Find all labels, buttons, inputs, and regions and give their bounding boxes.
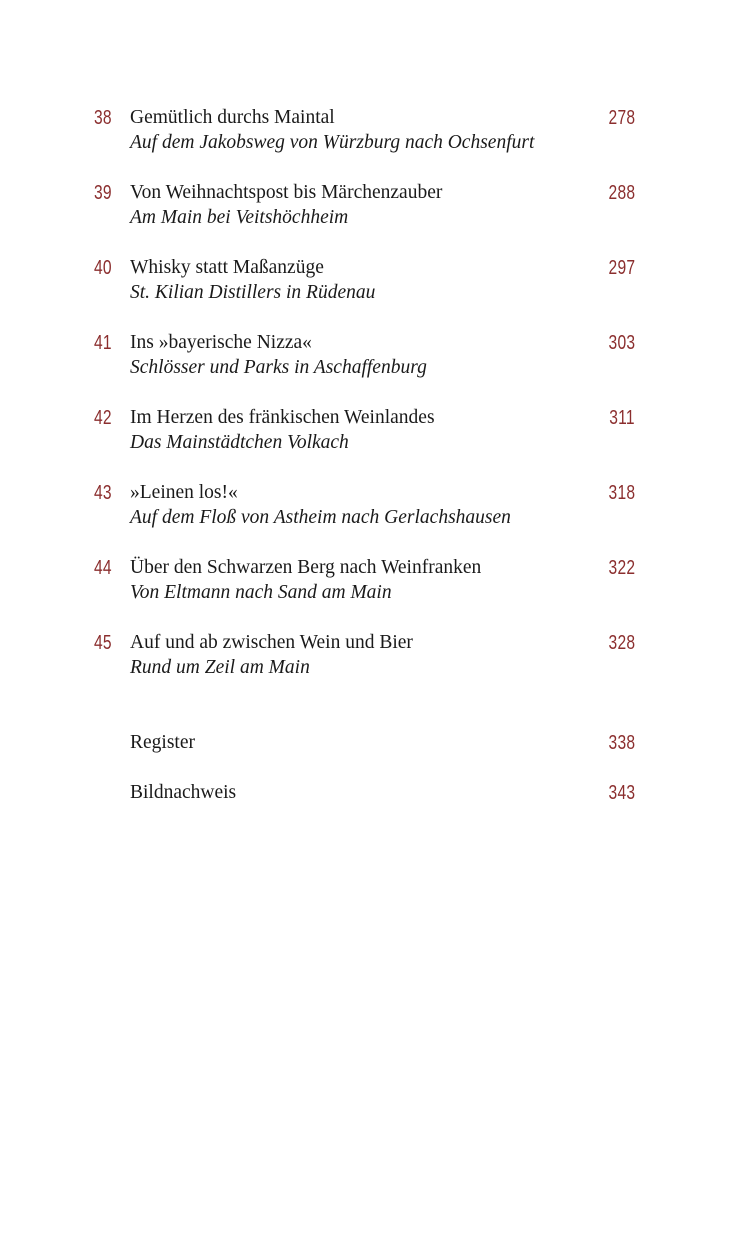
page-number: 338: [608, 732, 635, 754]
page-number: 278: [608, 107, 635, 129]
page-number: 318: [608, 482, 635, 504]
toc-entry-42: [0, 405, 732, 465]
chapter-title: Von Weihnachtspost bis Märchenzauber: [130, 182, 443, 203]
toc-entry-43: [0, 480, 732, 540]
page-number: 288: [608, 182, 635, 204]
appendix-title: Bildnachweis: [130, 782, 237, 803]
chapter-number: 42: [94, 407, 112, 429]
page-number: 343: [608, 782, 635, 804]
chapter-subtitle: Auf dem Floß von Astheim nach Gerlachshausen: [130, 507, 511, 528]
chapter-subtitle: Schlösser und Parks in Aschaffenburg: [130, 357, 427, 378]
page-number: 311: [609, 407, 635, 429]
chapter-subtitle: Von Eltmann nach Sand am Main: [130, 582, 392, 603]
toc-entry-bildnachweis: [0, 780, 732, 810]
toc-entry-40: [0, 255, 732, 315]
toc-entry-register: [0, 730, 732, 760]
chapter-title: Whisky statt Maßanzüge: [130, 257, 324, 278]
chapter-number: 39: [94, 182, 112, 204]
toc-entry-39: [0, 180, 732, 240]
chapter-title: Auf und ab zwischen Wein und Bier: [130, 632, 413, 653]
chapter-subtitle: St. Kilian Distillers in Rüdenau: [130, 282, 376, 303]
chapter-subtitle: Das Mainstädtchen Volkach: [130, 432, 349, 453]
chapter-number: 44: [94, 557, 112, 579]
chapter-title: Im Herzen des fränkischen Weinlandes: [130, 407, 435, 428]
chapter-number: 45: [94, 632, 112, 654]
chapter-subtitle: Am Main bei Veitshöchheim: [130, 207, 349, 228]
chapter-title: Über den Schwarzen Berg nach Weinfranken: [130, 557, 482, 578]
chapter-title: Ins »bayerische Nizza«: [130, 332, 312, 353]
toc-entry-41: [0, 330, 732, 390]
page-number: 303: [608, 332, 635, 354]
chapter-title: Gemütlich durchs Maintal: [130, 107, 335, 128]
chapter-number: 43: [94, 482, 112, 504]
appendix-title: Register: [130, 732, 195, 753]
page-number: 322: [608, 557, 635, 579]
toc-entry-38: [0, 105, 732, 165]
toc-entry-44: [0, 555, 732, 615]
toc-entry-45: [0, 630, 732, 690]
chapter-subtitle: Auf dem Jakobsweg von Würzburg nach Ochsenfurt: [130, 132, 535, 153]
chapter-title: »Leinen los!«: [130, 482, 238, 503]
chapter-number: 40: [94, 257, 112, 279]
chapter-subtitle: Rund um Zeil am Main: [130, 657, 310, 678]
chapter-number: 38: [94, 107, 112, 129]
page-number: 328: [608, 632, 635, 654]
page-number: 297: [608, 257, 635, 279]
chapter-number: 41: [94, 332, 112, 354]
